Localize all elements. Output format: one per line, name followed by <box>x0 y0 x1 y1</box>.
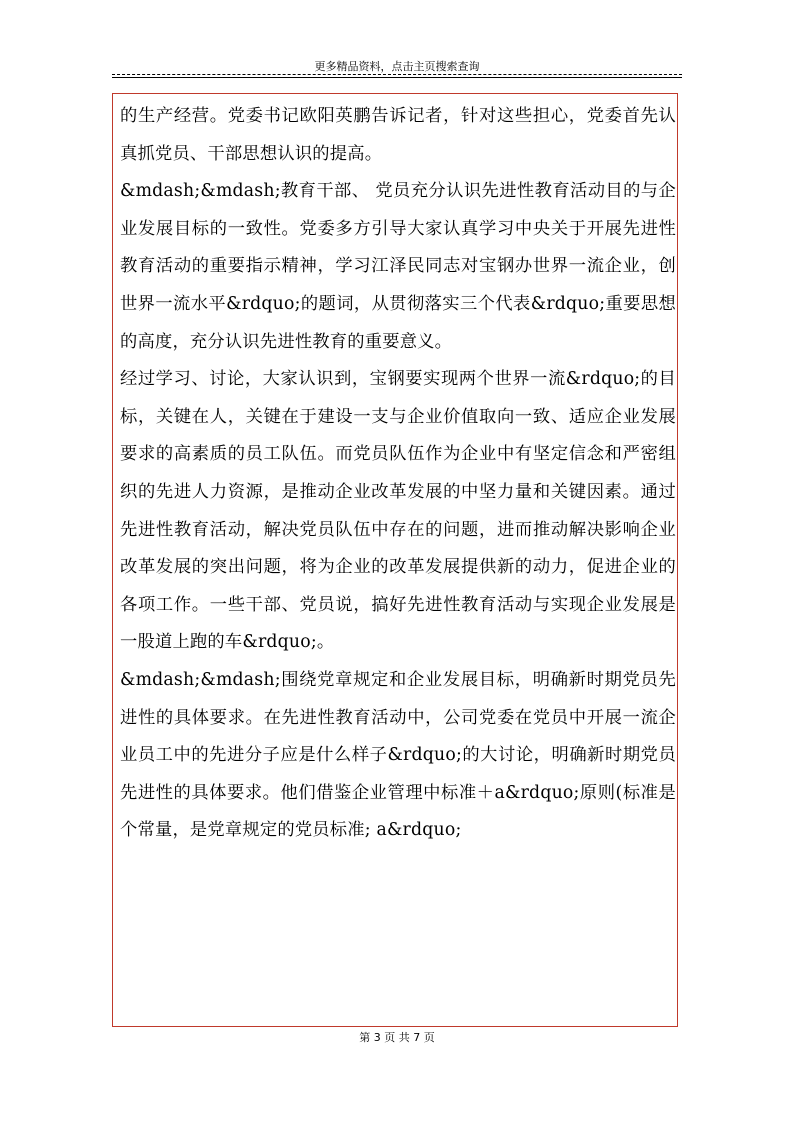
document-body <box>120 98 676 850</box>
header-divider <box>112 77 682 78</box>
paragraph: &mdash;&mdash;围绕党章规定和企业发展目标，明确新时期党员先进性的具体要求。在先进性教育活动中，公司党委在党员中开展一流企业员工中的先进分子应是什么样子&rdquo;的大讨论，明确新时期党员先进性的具体要求。他们借鉴企业管理中标准＋a&rdquo;原则(标准是个常量，是党章规定的党员标准; a&rdquo; <box>120 669 676 841</box>
page-header: 更多精品资料，点击主页搜索查询 <box>314 60 480 73</box>
paragraph: &mdash;&mdash;教育干部、 党员充分认识先进性教育活动目的与企业发展目标的一致性。党委多方引导大家认真学习中央关于开展先进性教育活动的重要指示精神，学习江泽民同志对宝钢办世界一流企业，创世界一流水平&rdquo;的题词，从贯彻落实三个代表&rdquo;重要思想的高度，充分认识先进性教育的重要意义。 <box>120 181 676 352</box>
paragraph: 经过学习、讨论，大家认识到，宝钢要实现两个世界一流&rdquo;的目标，关键在人，关键在于建设一支与企业价值取向一致、适应企业发展要求的高素质的员工队伍。而党员队伍作为企业中有坚定信念和严密组织的先进人力资源，是推动企业改革发展的中坚力量和关键因素。通过先进性教育活动，解决党员队伍中存在的问题，进而推动解决影响企业改革发展的突出问题，将为企业的改革发展提供新的动力，促进企业的各项工作。一些干部、党员说，搞好先进性教育活动与实现企业发展是一股道上跑的车&rdquo;。 <box>120 369 676 653</box>
header-divider-dashed <box>112 74 682 75</box>
page-footer: 第 3 页 共 7 页 <box>359 1031 435 1044</box>
paragraph: 的生产经营。党委书记欧阳英鹏告诉记者，针对这些担心，党委首先认真抓党员、干部思想认识的提高。 <box>120 106 676 164</box>
